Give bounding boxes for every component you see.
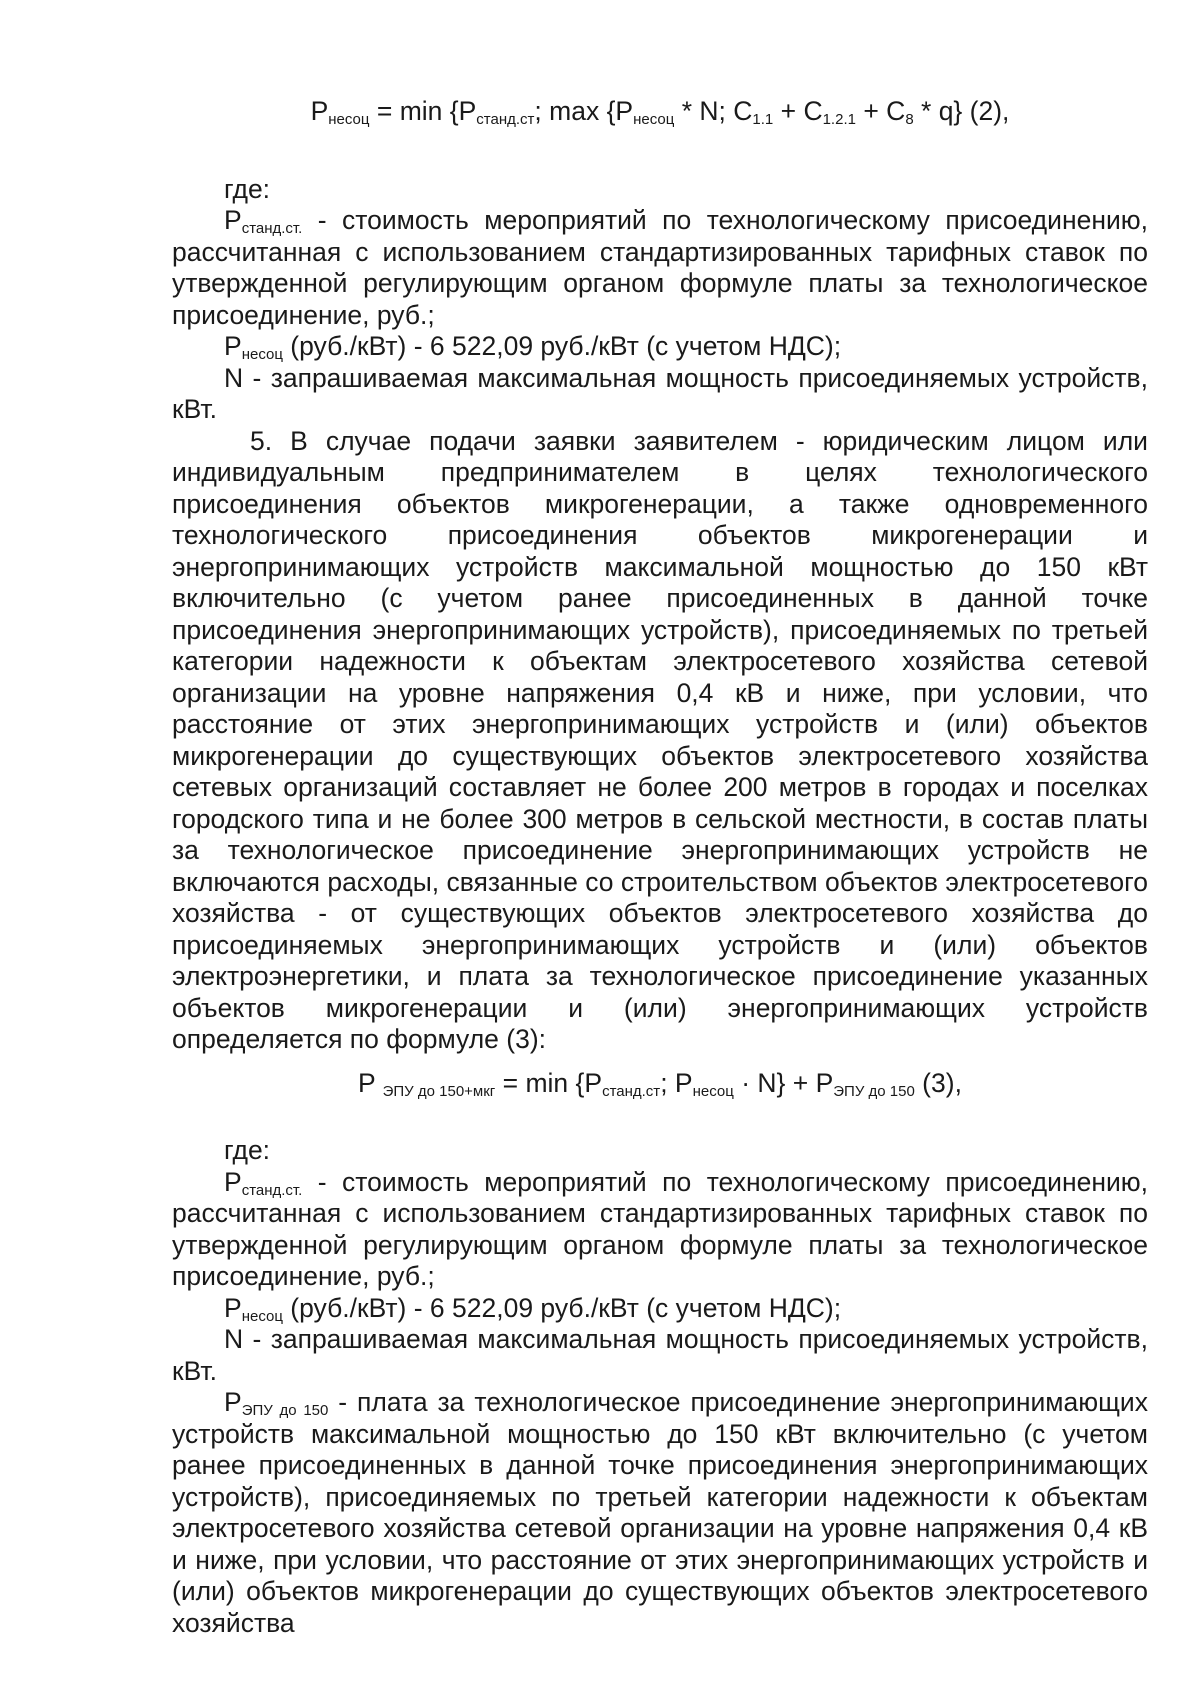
definition-text: (руб./кВт) - 6 522,09 руб./кВт (с учетом НДС); [282,331,842,361]
where-label: где: [224,1135,271,1165]
formula-text: + C [773,96,823,126]
formula-subscript: несоц [328,111,370,128]
definition-subscript: несоц [241,1307,283,1325]
formula-2-expression [172,96,1148,128]
definition-subscript: несоц [241,346,283,363]
definition-text: - плата за технологическое присоединение энергопринимающих устройств максимальной мощностью до 150 кВт включительно (с учетом ранее присоединенных в данной точке присоединения энергопринимающих устройств), присоединяемых по третьей категории надежности к объектам электросетевого хозяйства сетевой организации на уровне напряжения 0,4 кВ и ниже, при условии, что расстояние от этих энергопринимающих устройств и (или) объектов микрогенерации до существующих объектов электросетевого хозяйства [172,1387,1148,1638]
formula-subscript: 1.1 [752,111,774,128]
formula-3-expression [172,1068,1148,1100]
formula-subscript: несоц [633,111,675,128]
definition-n: N - запрашиваемая максимальная мощность присоединяемых устройств, кВт. [172,362,1148,424]
formula-text: * q} (2), [913,96,1010,126]
formula-text: · N} + P [733,1067,834,1098]
definition-p-stand [172,205,1148,331]
document-page [172,96,1148,1639]
definition-symbol: P [224,1292,242,1323]
formula-subscript: станд.ст [602,1082,661,1100]
definition-p-nesots [172,1293,1148,1325]
formula-subscript: несоц [692,1082,734,1100]
definition-symbol: P [224,205,242,235]
definition-subscript: ЭПУ до 150 [241,1402,329,1419]
definition-text: - стоимость мероприятий по технологическому присоединению, рассчитанная с использованием стандартизированных тарифных ставок по утвержденной регулирующим органом формуле платы за технологическое присоединение, руб.; [172,205,1148,330]
formula-subscript: 8 [905,111,914,128]
where-label: где: [224,173,271,204]
formula-subscript: ЭПУ до 150+мкг [382,1082,496,1100]
formula-text: = min {P [369,96,477,126]
formula-subscript: станд.ст [476,111,535,128]
formula-text: = min {P [495,1067,603,1098]
definition-n: N - запрашиваемая максимальная мощность присоединяемых устройств, кВт. [172,1324,1148,1386]
formula-text: * N; C [674,96,753,126]
formula-symbol: P [358,1067,383,1098]
formula-text: (3), [914,1067,962,1098]
paragraph-5: 5. В случае подачи заявки заявителем - юридическим лицом или индивидуальным предпринимателем в целях технологического присоединения объектов микрогенерации, а также одновременного технологического присоединения объектов микрогенерации и энергопринимающих устройств максимальной мощностью до 150 кВт включительно (с учетом ранее присоединенных в данной точке присоединения энергопринимающих устройств), присоединяемых по третьей категории надежности к объектам электросетевого хозяйства сетевой организации на уровне напряжения 0,4 кВ и ниже, при условии, что расстояние от этих энергопринимающих устройств и (или) объектов микрогенерации до существующих объектов электросетевого хозяйства сетевых организаций составляет не более 200 метров в городах и поселках городского типа и не более 300 метров в сельской местности, в состав платы за технологическое присоединение энергопринимающих устройств не включаются расходы, связанные со строительством объектов электросетевого хозяйства - от существующих объектов электросетевого хозяйства до присоединяемых энергопринимающих устройств и (или) объектов электроэнергетики, и плата за технологическое присоединение указанных объектов микрогенерации и (или) энергопринимающих устройств определяется по формуле (3): [172,425,1148,1054]
formula-text: ; P [660,1067,693,1098]
formula-text: ; max {P [534,96,634,126]
definition-p-epu-150 [172,1387,1148,1639]
formula-symbol: P [310,96,329,126]
definition-subscript: станд.ст. [241,220,303,237]
definition-symbol: P [224,1166,242,1197]
definition-p-stand [172,1167,1148,1293]
formula-subscript: ЭПУ до 150 [833,1082,915,1100]
formula-subscript: 1.2.1 [822,111,856,128]
definition-symbol: P [224,1387,242,1417]
definition-subscript: станд.ст. [241,1181,303,1199]
definition-p-nesots [172,331,1148,363]
formula-text: + C [855,96,906,126]
definition-text: (руб./кВт) - 6 522,09 руб./кВт (с учетом НДС); [282,1292,842,1323]
definition-symbol: P [224,331,242,361]
definition-text: - стоимость мероприятий по технологическому присоединению, рассчитанная с использованием стандартизированных тарифных ставок по утвержденной регулирующим органом формуле платы за технологическое присоединение, руб.; [172,1166,1148,1291]
